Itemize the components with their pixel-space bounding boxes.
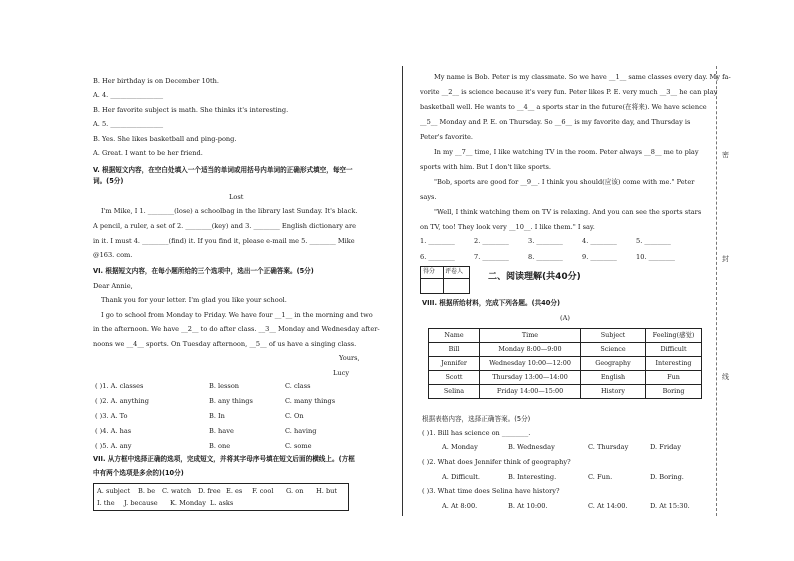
table-cell: Bill bbox=[429, 343, 480, 357]
option-a: ( )4. A. has bbox=[95, 427, 132, 436]
answer-blank[interactable]: 5. ________ bbox=[636, 237, 671, 245]
q3-option: D. At 15:30. bbox=[650, 502, 690, 510]
section-7-title: VII. 从方框中选择正确的选项，完成短文，并将其字母序号填在短文后面的横线上。(方框 bbox=[93, 455, 355, 463]
option-a: ( )1. A. classes bbox=[95, 382, 144, 391]
word-bank-box bbox=[93, 483, 349, 511]
passage-line: @163. com. bbox=[93, 251, 133, 259]
header-cell: Name bbox=[429, 329, 480, 343]
table-header-row bbox=[429, 329, 702, 343]
option-b: B. one bbox=[209, 442, 231, 451]
word-option: C. watch bbox=[162, 487, 192, 495]
option-row bbox=[93, 394, 337, 409]
margin-char-2: 封 bbox=[722, 255, 729, 263]
word-option: G. on bbox=[286, 487, 304, 495]
table-cell: Boring bbox=[646, 385, 702, 399]
table-cell: Wednesday 10:00—12:00 bbox=[480, 357, 581, 371]
option-b: B. lesson bbox=[209, 382, 240, 391]
option-a: ( )3. A. To bbox=[95, 412, 128, 421]
dialog-line: A. 4. ________________ bbox=[93, 91, 164, 99]
word-option: L. asks bbox=[210, 499, 234, 507]
table-cell: Monday 8:00—9:00 bbox=[480, 343, 581, 357]
q1-option: C. Thursday bbox=[588, 443, 629, 451]
passage-line: sports with him. But I don't like sports. bbox=[420, 163, 552, 171]
score-box bbox=[420, 266, 470, 294]
passage-line: I'm Mike, I 1. ________(lose) a schoolbag in the library last Sunday. It's black. bbox=[101, 207, 358, 215]
passage-line: "Bob, sports are good for __9__. I think you should(应该) come with me." Peter bbox=[434, 178, 695, 186]
answer-blank[interactable]: 4. ________ bbox=[582, 237, 617, 245]
section-7-title-cont: 中有两个选项是多余的)(10分) bbox=[93, 469, 184, 477]
option-c: C. many things bbox=[285, 397, 336, 406]
table-cell: Thursday 13:00—14:00 bbox=[480, 371, 581, 385]
q2-option: C. Fun. bbox=[588, 473, 613, 481]
q1-option: D. Friday bbox=[650, 443, 681, 451]
passage-line: "Well, I think watching them on TV is relaxing. And you can see the sports stars bbox=[434, 208, 702, 216]
answer-blank[interactable]: 6. ________ bbox=[420, 253, 455, 261]
passage-line: vorite __2__ is science because it's very fun. Peter likes P. E. very much __3__ he can play bbox=[420, 88, 718, 96]
passage-line: __5__ Monday and P. E. on Thursday. So __6__ is my favorite day, and Thursday is bbox=[420, 118, 691, 126]
table-cell: Selina bbox=[429, 385, 480, 399]
question-intro: 根据表格内容，选择正确答案。(5分) bbox=[422, 415, 531, 423]
table-cell: Interesting bbox=[646, 357, 702, 371]
letter-greeting: Dear Annie, bbox=[93, 282, 133, 290]
schedule-table bbox=[428, 328, 702, 399]
section-8-title: VIII. 根据所给材料，完成下列各题。(共40分) bbox=[422, 299, 560, 307]
dialog-line: A. 5. ________________ bbox=[93, 120, 164, 128]
table-cell: Science bbox=[581, 343, 646, 357]
option-a: ( )2. A. anything bbox=[95, 397, 149, 406]
dialog-line: A. Great. I want to be her friend. bbox=[93, 149, 203, 157]
letter-closing: Yours, bbox=[339, 354, 360, 362]
table-row bbox=[429, 343, 702, 357]
word-option: F. cool bbox=[252, 487, 274, 495]
table-cell: Difficult bbox=[646, 343, 702, 357]
question-3: ( )3. What time does Selina have history? bbox=[422, 487, 560, 495]
table-cell: Fun bbox=[646, 371, 702, 385]
q3-option: C. At 14:00. bbox=[588, 502, 628, 510]
answer-blank[interactable]: 9. ________ bbox=[582, 253, 617, 261]
answer-blank[interactable]: 10. ________ bbox=[636, 253, 675, 261]
dialog-line: B. Yes. She likes basketball and ping-pong. bbox=[93, 135, 237, 143]
option-row bbox=[93, 379, 337, 394]
q3-option: B. At 10:00. bbox=[508, 502, 548, 510]
q2-option: B. Interesting. bbox=[508, 473, 557, 481]
option-c: C. class bbox=[285, 382, 311, 391]
score-label: 得分 bbox=[423, 268, 436, 275]
score-box-divider bbox=[443, 267, 444, 293]
passage-line: on TV, too! They look very __10__. I like them." I say. bbox=[420, 223, 595, 231]
word-option: H. but bbox=[316, 487, 338, 495]
margin-char-1: 密 bbox=[722, 151, 729, 159]
answer-blank[interactable]: 2. ________ bbox=[474, 237, 509, 245]
section-5-title: V. 根据短文内容，在空白处填入一个适当的单词或用括号内单词的正确形式填空，每空一词。(5分) bbox=[93, 166, 353, 185]
option-b: B. In bbox=[209, 412, 225, 421]
header-cell: Time bbox=[480, 329, 581, 343]
letter-signature: Lucy bbox=[333, 369, 350, 377]
q1-option: B. Wednesday bbox=[508, 443, 555, 451]
grader-label: 评卷人 bbox=[445, 268, 464, 275]
table-cell: History bbox=[581, 385, 646, 399]
table-row bbox=[429, 357, 702, 371]
word-option: D. free bbox=[198, 487, 221, 495]
header-cell: Feeling(感觉) bbox=[646, 329, 702, 343]
table-cell: Friday 14:00—15:00 bbox=[480, 385, 581, 399]
score-box-divider bbox=[421, 278, 469, 279]
part-a-label: (A) bbox=[560, 314, 570, 322]
option-row bbox=[93, 409, 337, 424]
option-b: B. have bbox=[209, 427, 234, 436]
option-c: C. some bbox=[285, 442, 312, 451]
header-cell: Subject bbox=[581, 329, 646, 343]
answer-blank[interactable]: 3. ________ bbox=[528, 237, 563, 245]
answer-blank[interactable]: 1. ________ bbox=[420, 237, 455, 245]
word-option: J. because bbox=[124, 499, 158, 507]
passage-line: In my __7__ time, I like watching TV in the room. Peter always __8__ me to play bbox=[434, 148, 699, 156]
question-1: ( )1. Bill has science on ________. bbox=[422, 429, 531, 437]
passage-line: My name is Bob. Peter is my classmate. So we have __1__ same classes every day. My fa- bbox=[434, 73, 731, 81]
letter-line: noons we __4__ sports. On Tuesday afternoon, __5__ of us have a singing class. bbox=[93, 340, 357, 348]
word-option: I. the bbox=[97, 499, 115, 507]
letter-line: I go to school from Monday to Friday. We have four __1__ in the morning and two bbox=[101, 311, 373, 319]
dialog-line: B. Her favorite subject is math. She thinks it's interesting. bbox=[93, 106, 289, 114]
column-divider bbox=[402, 66, 403, 516]
passage-line: basketball well. He wants to __4__ a sports star in the future(在将来). We have science bbox=[420, 103, 707, 111]
question-2: ( )2. What does Jennifer think of geography? bbox=[422, 458, 571, 466]
part-2-title: 二、阅读理解(共40分) bbox=[488, 272, 581, 282]
word-option: A. subject bbox=[97, 487, 131, 495]
option-row bbox=[93, 424, 337, 439]
option-a: ( )5. A. any bbox=[95, 442, 132, 451]
word-option: E. es bbox=[226, 487, 243, 495]
passage-line: A pencil, a ruler, a set of 2. ________(key) and 3. ________ English dictionary are bbox=[93, 222, 357, 230]
passage-line: in it. I must 4. ________(find) it. If you find it, please e-mail me 5. ________ Mike bbox=[93, 237, 355, 245]
q3-option: A. At 8:00. bbox=[442, 502, 478, 510]
section-6-title: VI. 根据短文内容，在每小题所给的三个选项中，选出一个正确答案。(5分) bbox=[93, 267, 314, 275]
table-cell: Geography bbox=[581, 357, 646, 371]
word-option: K. Monday bbox=[170, 499, 206, 507]
dialog-line: B. Her birthday is on December 10th. bbox=[93, 77, 219, 85]
table-row bbox=[429, 371, 702, 385]
table-cell: Scott bbox=[429, 371, 480, 385]
q2-option: A. Difficult. bbox=[442, 473, 480, 481]
answer-blank[interactable]: 8. ________ bbox=[528, 253, 563, 261]
margin-char-3: 线 bbox=[722, 373, 729, 381]
letter-line: Thank you for your letter. I'm glad you like your school. bbox=[101, 296, 287, 304]
option-b: B. any things bbox=[209, 397, 253, 406]
table-cell: Jennifer bbox=[429, 357, 480, 371]
seal-line bbox=[716, 66, 718, 516]
table-cell: English bbox=[581, 371, 646, 385]
word-option: B. be bbox=[138, 487, 156, 495]
q2-option: D. Boring. bbox=[650, 473, 684, 481]
q1-option: A. Monday bbox=[442, 443, 478, 451]
passage-line: says. bbox=[420, 193, 437, 201]
option-c: C. On bbox=[285, 412, 304, 421]
table-row bbox=[429, 385, 702, 399]
answer-blank[interactable]: 7. ________ bbox=[474, 253, 509, 261]
lost-title: Lost bbox=[229, 193, 244, 201]
option-c: C. having bbox=[285, 427, 317, 436]
letter-line: in the afternoon. We have __2__ to do after class. __3__ Monday and Wednesday after- bbox=[93, 325, 380, 333]
passage-line: Peter's favorite. bbox=[420, 133, 474, 141]
option-row bbox=[93, 439, 337, 454]
options-table bbox=[93, 379, 337, 454]
